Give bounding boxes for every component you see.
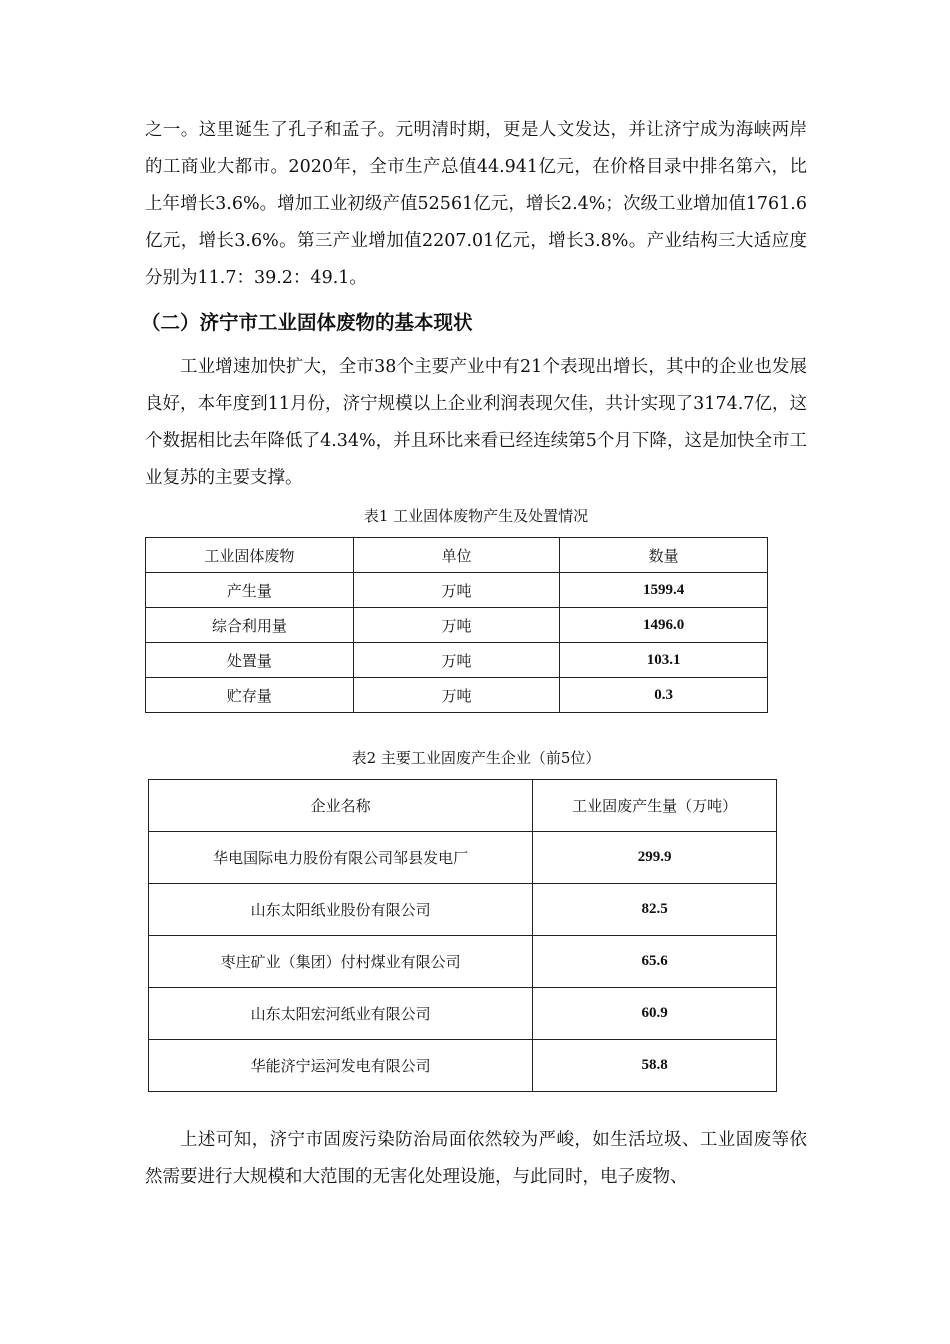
table-cell: 贮存量: [146, 678, 354, 713]
table-cell-value: 299.9: [533, 832, 777, 884]
table-cell: 华电国际电力股份有限公司邹县发电厂: [149, 832, 533, 884]
table-row: [149, 884, 777, 936]
section-heading: （二）济宁市工业固体废物的基本现状: [141, 311, 473, 334]
table-row: [149, 988, 777, 1040]
table-header-cell: 企业名称: [149, 780, 533, 832]
table-row: [146, 608, 768, 643]
table-row: [146, 643, 768, 678]
table1-caption: 表1 工业固体废物产生及处置情况: [363, 507, 589, 525]
intro-paragraph: 之一。这里诞生了孔子和孟子。元明清时期，更是人文发达，并让济宁成为海峡两岸的工商业大都市。2020年，全市生产总值44.941亿元，在价格目录中排名第六，比上年增长3.6%。增加工业初级产值52561亿元，增长2.4%；次级工业增加值1761.6亿元，增长3.6%。第三产业增加值2207.01亿元，增长3.8%。产业结构三大适应度分别为11.7：39.2：49.1。: [145, 120, 807, 288]
table-cell: 山东太阳纸业股份有限公司: [149, 884, 533, 936]
table2-caption: 表2 主要工业固废产生企业（前5位）: [351, 749, 601, 767]
table-cell: 万吨: [353, 608, 560, 643]
table-cell: 山东太阳宏河纸业有限公司: [149, 988, 533, 1040]
table-cell: 万吨: [353, 678, 560, 713]
table-row: [149, 832, 777, 884]
table-cell-value: 60.9: [533, 988, 777, 1040]
table2: [148, 779, 777, 1092]
table-row: [149, 1040, 777, 1092]
table-cell-value: 58.8: [533, 1040, 777, 1092]
table-cell-value: 0.3: [560, 678, 768, 713]
status-paragraph: 工业增速加快扩大，全市38个主要产业中有21个表现出增长，其中的企业也发展良好，本年度到11月份，济宁规模以上企业利润表现欠佳，共计实现了3174.7亿，这个数据相比去年降低了4.34%，并且环比来看已经连续第5个月下降，这是加快全市工业复苏的主要支撑。: [145, 357, 807, 488]
table-cell: 处置量: [146, 643, 354, 678]
table-cell-value: 103.1: [560, 643, 768, 678]
table-row: [149, 936, 777, 988]
table-header-cell: 单位: [353, 538, 560, 573]
table1: [145, 537, 768, 713]
table-cell: 枣庄矿业（集团）付村煤业有限公司: [149, 936, 533, 988]
table-header-row: [146, 538, 768, 573]
table-cell: 万吨: [353, 643, 560, 678]
table-row: [146, 678, 768, 713]
document-page: [141, 112, 807, 1196]
conclusion-paragraph: 上述可知，济宁市固废污染防治局面依然较为严峻，如生活垃圾、工业固废等依然需要进行大规模和大范围的无害化处理设施，与此同时，电子废物、: [145, 1130, 807, 1187]
table-header-cell: 工业固废产生量（万吨）: [533, 780, 777, 832]
table-header-cell: 数量: [560, 538, 768, 573]
table-cell-value: 65.6: [533, 936, 777, 988]
table-cell-value: 82.5: [533, 884, 777, 936]
table-cell-value: 1599.4: [560, 573, 768, 608]
table-cell: 产生量: [146, 573, 354, 608]
table-header-cell: 工业固体废物: [146, 538, 354, 573]
table-cell-value: 1496.0: [560, 608, 768, 643]
table-cell: 万吨: [353, 573, 560, 608]
table-header-row: [149, 780, 777, 832]
table-cell: 华能济宁运河发电有限公司: [149, 1040, 533, 1092]
table-row: [146, 573, 768, 608]
table-cell: 综合利用量: [146, 608, 354, 643]
